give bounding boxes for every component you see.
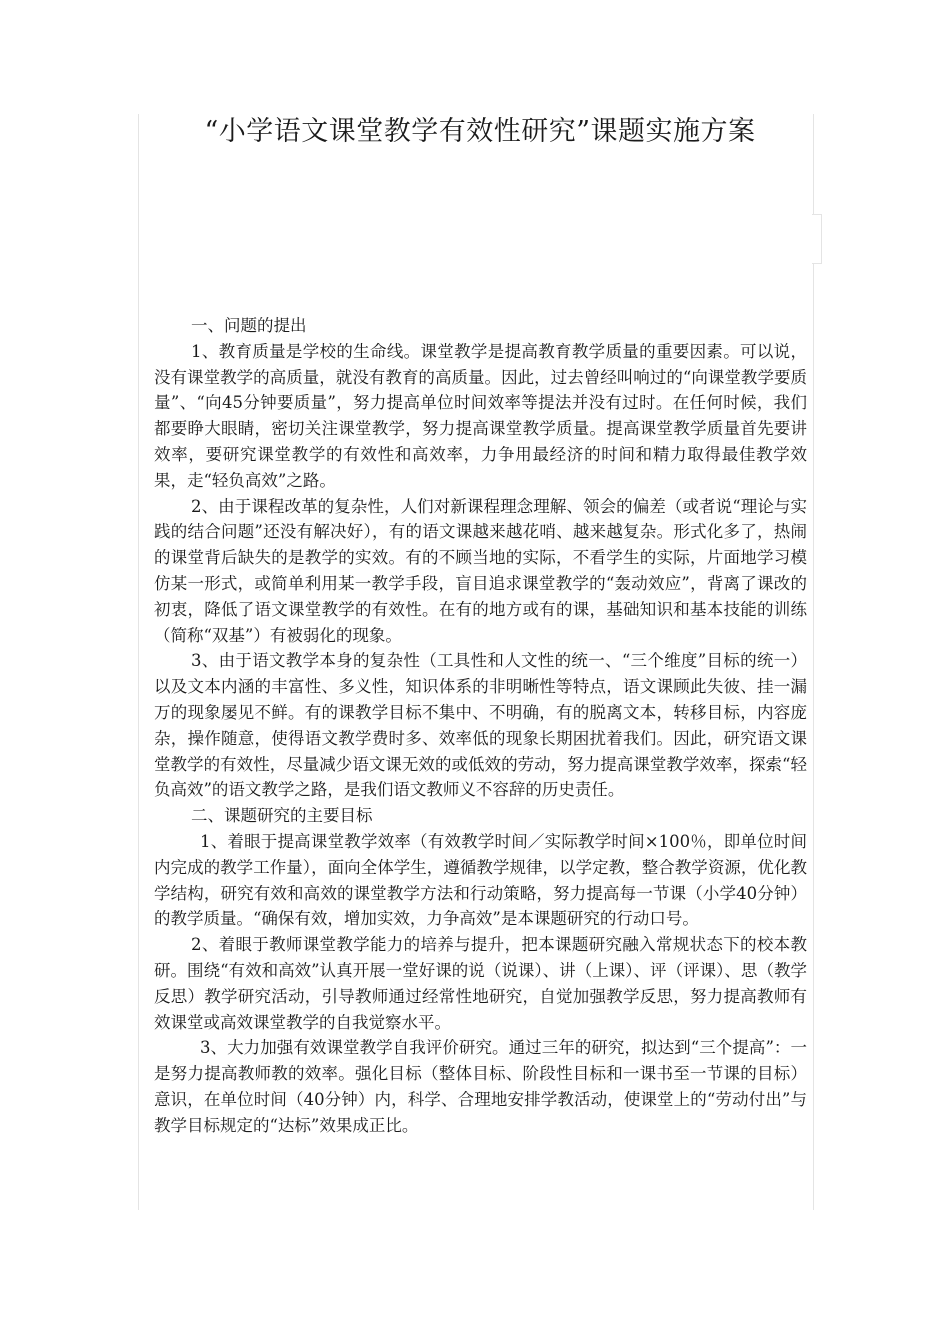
paragraph-goal-2: 2、着眼于教师课堂教学能力的培养与提升，把本课题研究融入常规状态下的校本教研。围绕“有效和高效”认真开展一堂好课的说（说课）、讲（上课）、评（评课）、思（教学反思）教学研究活动，引导教师通过经常性地研究，自觉加强教学反思，努力提高教师有效课堂或高效课堂教学的自我觉察水平。 bbox=[154, 935, 807, 1032]
page-edge-tab bbox=[812, 214, 822, 264]
paragraph-problem-1: 1、教育质量是学校的生命线。课堂教学是提高教育教学质量的重要因素。可以说，没有课堂教学的高质量，就没有教育的高质量。因此，过去曾经叫响过的“向课堂教学要质量”、“向45分钟要质量”，努力提高单位时间效率等提法并没有过时。在任何时候，我们都要睁大眼睛，密切关注课堂教学，努力提高课堂教学质量。提高课堂教学质量首先要讲效率，要研究课堂教学的有效性和高效率，力争用最经济的时间和精力取得最佳教学效果，走“轻负高效”之路。 bbox=[154, 341, 807, 490]
paragraph-problem-2: 2、由于课程改革的复杂性，人们对新课程理念理解、领会的偏差（或者说“理论与实践的结合问题”还没有解决好），有的语文课越来越花哨、越来越复杂。形式化多了，热闹的课堂背后缺失的是教学的实效。有的不顾当地的实际，不看学生的实际，片面地学习模仿某一形式，或简单利用某一教学手段，盲目追求课堂教学的“轰动效应”，背离了课改的初衷，降低了语文课堂教学的有效性。在有的地方或有的课，基础知识和基本技能的训练（简称“双基”）有被弱化的现象。 bbox=[154, 496, 807, 645]
document-body bbox=[154, 313, 807, 1139]
document-title: “小学语文课堂教学有效性研究”课题实施方案 bbox=[204, 116, 756, 147]
paragraph-goal-1: 1、着眼于提高课堂教学效率（有效教学时间／实际教学时间×100％，即单位时间内完成的教学工作量），面向全体学生，遵循教学规律，以学定教，整合教学资源，优化教学结构，研究有效和高效的课堂教学方法和行动策略，努力提高每一节课（小学40分钟）的教学质量。“确保有效，增加实效，力争高效”是本课题研究的行动口号。 bbox=[154, 831, 807, 929]
paragraph-goal-3: 3、大力加强有效课堂教学自我评价研究。通过三年的研究，拟达到“三个提高”：一是努力提高教师教的效率。强化目标（整体目标、阶段性目标和一课书至一节课的目标）意识，在单位时间（40分钟）内，科学、合理地安排学教活动，使课堂上的“劳动付出”与教学目标规定的“达标”效果成正比。 bbox=[154, 1038, 807, 1135]
paragraph-problem-3: 3、由于语文教学本身的复杂性（工具性和人文性的统一、“三个维度”目标的统一）以及文本内涵的丰富性、多义性，知识体系的非明晰性等特点，语文课顾此失彼、挂一漏万的现象屡见不鲜。有的课教学目标不集中、不明确，有的脱离文本，转移目标，内容庞杂，操作随意，使得语文教学费时多、效率低的现象长期困扰着我们。因此，研究语文课堂教学的有效性，尽量减少语文课无效的或低效的劳动，努力提高课堂教学效率，探索“轻负高效”的语文教学之路，是我们语文教师义不容辞的历史责任。 bbox=[154, 651, 807, 800]
section-heading-problem: 一、问题的提出 bbox=[191, 316, 307, 335]
section-heading-goals: 二、课题研究的主要目标 bbox=[191, 806, 373, 826]
